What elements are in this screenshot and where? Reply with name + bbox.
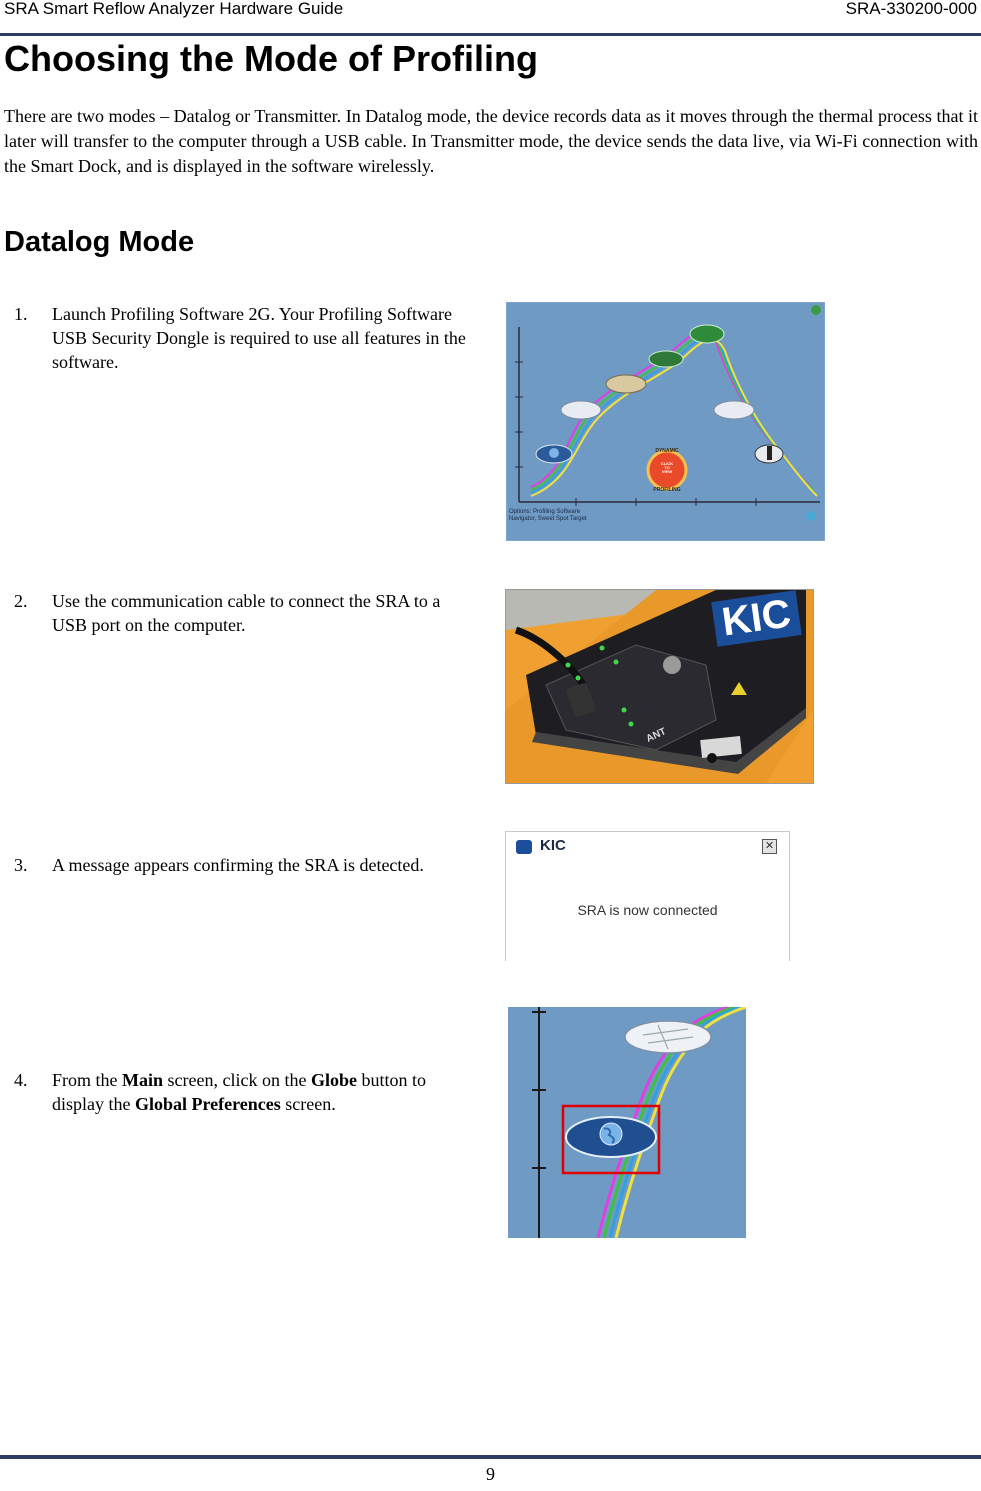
kic-logo: KIC [711, 590, 801, 646]
section-heading: Datalog Mode [4, 226, 195, 258]
profiling-software-screenshot [506, 302, 825, 541]
close-icon[interactable]: ✕ [762, 839, 777, 854]
ring-bottom-label: PROFILING [653, 487, 681, 493]
step-number: 3. [14, 855, 28, 875]
page-number: 9 [486, 1464, 495, 1484]
ring-top-label: DYNAMIC [655, 448, 679, 454]
kic-logo-icon [516, 840, 532, 854]
connection-dialog [505, 831, 790, 961]
footer-rule [0, 1455, 981, 1459]
center-button-label: CLICK TO VIEW [660, 461, 674, 474]
step-2 [14, 589, 469, 637]
connected-message: SRA is now connected [577, 902, 718, 918]
header-doc-title: SRA Smart Reflow Analyzer Hardware Guide [4, 0, 344, 18]
step-1 [14, 302, 469, 374]
options-note: Options: Profiling Software Navigator, Sweet Spot Target [509, 509, 587, 522]
globe-zoom-graphic [508, 1007, 746, 1238]
step-text: From the Main screen, click on the Globe button to display the Global Preferences screen. [52, 1070, 426, 1114]
intro-paragraph: There are two modes – Datalog or Transmitter. In Datalog mode, the device records data as it moves through the thermal process that it later will transfer to the computer through a USB cable. In Transmitter mode, the device sends the data live, via Wi-Fi connection with the Smart Dock, and is displayed in the software wirelessly. [4, 106, 978, 176]
step-number: 2. [14, 591, 28, 611]
step-4 [14, 1068, 469, 1116]
step-text: Launch Profiling Software 2G. Your Profiling Software USB Security Dongle is required to use all features in the software. [52, 304, 466, 372]
ant-label: ANT [644, 726, 668, 745]
globe-button-zoom [508, 1007, 746, 1238]
profiling-curve-graphic [506, 302, 825, 541]
dialog-brand: KIC [540, 837, 566, 854]
step-text: Use the communication cable to connect the SRA to a USB port on the computer. [52, 591, 441, 635]
page-header [0, 0, 981, 36]
sra-device-photo [505, 589, 814, 784]
step-3 [14, 853, 469, 877]
step-number: 1. [14, 304, 28, 324]
page-title: Choosing the Mode of Profiling [4, 38, 538, 79]
header-rule [0, 33, 981, 36]
header-doc-number: SRA-330200-000 [845, 0, 977, 18]
step-text: A message appears confirming the SRA is detected. [52, 855, 424, 875]
step-number: 4. [14, 1070, 28, 1090]
